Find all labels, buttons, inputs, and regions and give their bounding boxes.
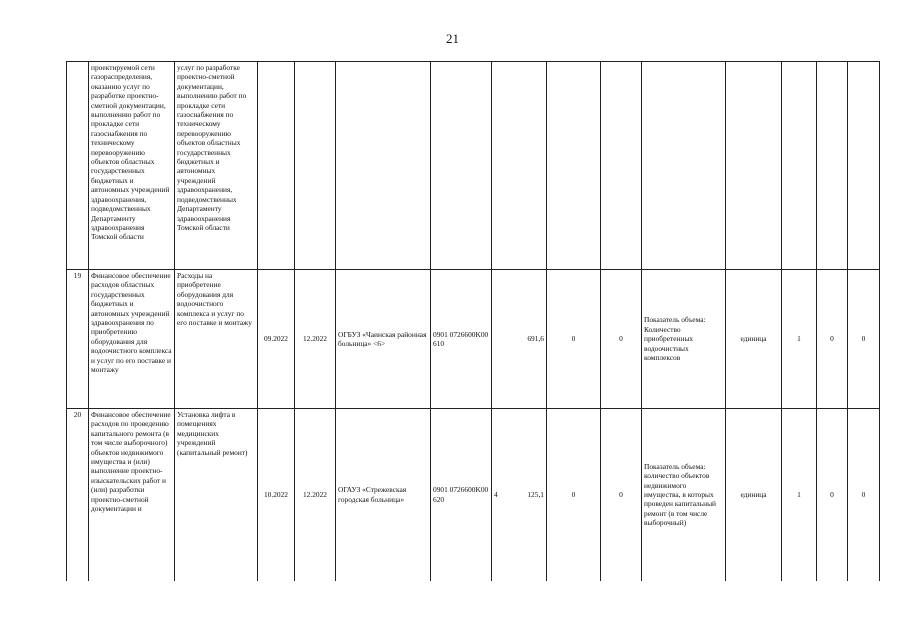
indicator-value-3 [848,62,880,270]
amount-cell [492,62,547,270]
row-number: 20 [67,409,89,581]
value-year-3 [601,62,642,270]
activity-name: проектируемой сети газораспределения, оказанию услуг по разработке проектно-сметной документации, выполнению работ по прокладке сети газоснабжения по техническому перевооружению объектов областных государственных бюджетных и автономных учреждений здравоохранения, подведомственных Департаменту здравоохранения Томской области [89,62,175,270]
start-date: 09.2022 [258,270,295,409]
indicator: Показатель объема: Количество приобретенных водоочистных комплексов [642,270,726,409]
budget-code: 0901 0726600K00 620 [431,409,492,581]
amount: 691,6 [527,334,544,344]
indicator-value-2 [817,62,848,270]
row-number [67,62,89,270]
unit [726,62,782,270]
page-number: 21 [446,31,459,46]
indicator-value-1 [782,62,817,270]
institution [336,62,431,270]
indicator-value-2: 0 [817,270,848,409]
indicator-value-3: 0 [848,409,880,581]
activity-description: услуг по разработке проектно-сметной документации, выполнению работ по прокладке сети газоснабжения по техническому перевооружению объектов областных государственных бюджетных и автономных учреждений здравоохранения, подведомственных Департаменту здравоохранения Томской области [175,62,258,270]
activity-description: Установка лифта в помещениях медицинских учреждений (капитальный ремонт) [175,409,258,581]
indicator-value-1: 1 [782,270,817,409]
table-row [67,270,880,409]
amount-cell [492,409,547,581]
end-date [295,62,336,270]
end-date: 12.2022 [295,409,336,581]
budget-code [431,62,492,270]
value-year-2 [547,62,601,270]
activity-name: Финансовое обеспечение расходов по проведению капитального ремонта (в том числе выборочного) объектов недвижимого имущества и (или) выполнение проектно-изыскательских работ и (или) разработки проектно-сметной документации и [89,409,175,581]
activity-name: Финансовое обеспечение расходов областных государственных бюджетных и автономных учреждений здравоохранения по приобретению оборудования для водоочистного комплекса и услуг по его поставке и монтажу [89,270,175,409]
budget-code: 0901 0726600K00 610 [431,270,492,409]
indicator-value-2: 0 [817,409,848,581]
value-year-2: 0 [547,270,601,409]
indicator: Показатель объема: количество объектов недвижимого имущества, в которых проведен капитальный ремонт (в том числе выборочный) [642,409,726,581]
unit: единица [726,409,782,581]
start-date [258,62,295,270]
value-year-3: 0 [601,270,642,409]
indicator-value-1: 1 [782,409,817,581]
indicator [642,62,726,270]
table-row [67,62,880,270]
start-date: 10.2022 [258,409,295,581]
value-year-3: 0 [601,409,642,581]
institution: ОГАУЗ «Стрежевская городская больница» [336,409,431,581]
program-activities-table [66,61,880,581]
row-number: 19 [67,270,89,409]
table-row [67,409,880,581]
amount-prefix: 4 [494,490,498,500]
amount: 125,1 [527,490,544,500]
indicator-value-3: 0 [848,270,880,409]
institution: ОГБУЗ «Чаинская районная больница» <6> [336,270,431,409]
value-year-2: 0 [547,409,601,581]
amount-cell [492,270,547,409]
end-date: 12.2022 [295,270,336,409]
unit: единица [726,270,782,409]
activity-description: Расходы на приобретение оборудования для водоочистного комплекса и услуг по его поставке и монтажу [175,270,258,409]
